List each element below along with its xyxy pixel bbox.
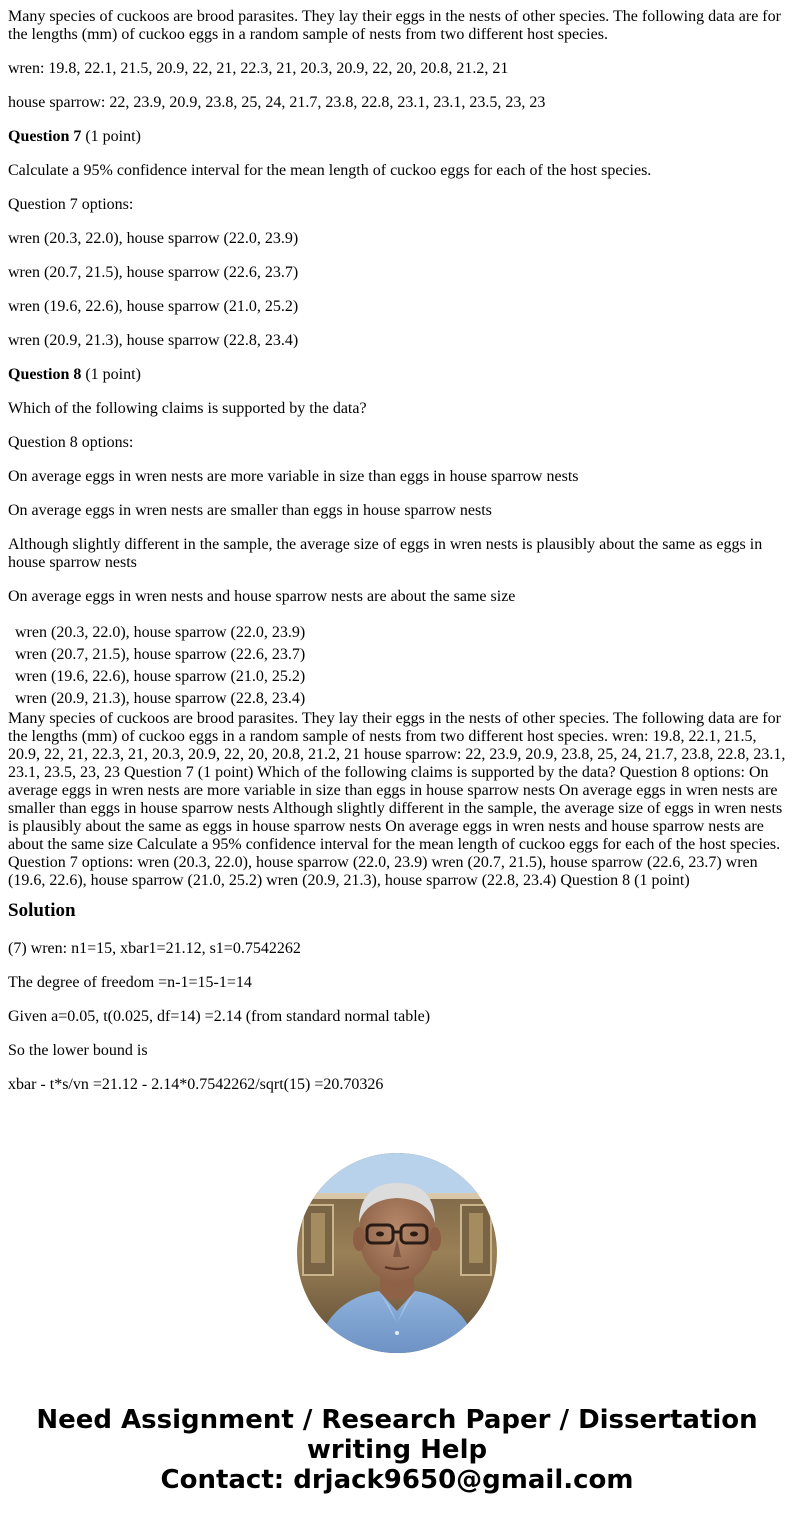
cta-line-1: Need Assignment / Research Paper / Dissertation xyxy=(36,1405,758,1435)
list-item: wren (20.7, 21.5), house sparrow (22.6, 23.7) xyxy=(15,646,306,663)
wren-data: wren: 19.8, 22.1, 21.5, 20.9, 22, 21, 22.3, 21, 20.3, 20.9, 22, 20, 20.8, 21.2, 21 xyxy=(8,60,509,77)
cta-line-3: Contact: drjack9650@gmail.com xyxy=(160,1465,634,1495)
q7-option: wren (20.9, 21.3), house sparrow (22.8, 23.4) xyxy=(8,332,299,349)
contact-banner xyxy=(0,1405,794,1495)
options-list xyxy=(15,622,786,710)
q7-text: Calculate a 95% confidence interval for the mean length of cuckoo eggs for each of the host species. xyxy=(8,162,652,179)
q7-points: (1 point) xyxy=(81,128,141,145)
intro-paragraph: Many species of cuckoos are brood parasites. They lay their eggs in the nests of other species. The following data are for the lengths (mm) of cuckoo eggs in a random sample of nests from two different host species. xyxy=(8,8,781,43)
q7-heading xyxy=(8,128,786,146)
list-item: wren (20.9, 21.3), house sparrow (22.8, 23.4) xyxy=(15,690,306,707)
document-body xyxy=(8,8,786,1110)
avatar xyxy=(297,1153,497,1353)
list-item: wren (20.3, 22.0), house sparrow (22.0, 23.9) xyxy=(15,624,306,641)
solution-line: The degree of freedom =n-1=15-1=14 xyxy=(8,974,252,991)
list-item: wren (19.6, 22.6), house sparrow (21.0, 25.2) xyxy=(15,668,306,685)
q8-option: On average eggs in wren nests are more variable in size than eggs in house sparrow nests xyxy=(8,468,579,485)
summary-paragraph: Many species of cuckoos are brood parasites. They lay their eggs in the nests of other species. The following data are for the lengths (mm) of cuckoo eggs in a random sample of nests from two different host species. wren: 19.8, 22.1, 21.5, 20.9, 22, 21, 22.3, 21, 20.3, 20.9, 22, 20, 20.8, 21.2, 21 house sparrow: 22, 23.9, 20.9, 23.8, 25, 24, 21.7, 23.8, 22.8, 23.1, 23.1, 23.5, 23, 23 Question 7 (1 point) Which of the following claims is supported by the data? Question 8 options: On average eggs in wren nests are more variable in size than eggs in house sparrow nests On average eggs in wren nests are smaller than eggs in house sparrow nests Although slightly different in the sample, the average size of eggs in wren nests is plausibly about the same as eggs in house sparrow nests On average eggs in wren nests and house sparrow nests are about the same size Calculate a 95% confidence interval for the mean length of cuckoo eggs for each of the host species. Question 7 options: wren (20.3, 22.0), house sparrow (22.0, 23.9) wren (20.7, 21.5), house sparrow (22.6, 23.7) wren (19.6, 22.6), house sparrow (21.0, 25.2) wren (20.9, 21.3), house sparrow (22.8, 23.4) Question 8 (1 point) xyxy=(8,710,786,889)
solution-line: xbar - t*s/vn =21.12 - 2.14*0.7542262/sqrt(15) =20.70326 xyxy=(8,1076,384,1093)
q7-option: wren (20.3, 22.0), house sparrow (22.0, 23.9) xyxy=(8,230,299,247)
solution-line: (7) wren: n1=15, xbar1=21.12, s1=0.7542262 xyxy=(8,940,301,957)
q7-title: Question 7 xyxy=(8,128,82,145)
q7-option: wren (20.7, 21.5), house sparrow (22.6, 23.7) xyxy=(8,264,299,281)
solution-line: Given a=0.05, t(0.025, df=14) =2.14 (from standard normal table) xyxy=(8,1008,431,1025)
q8-option: Although slightly different in the sample, the average size of eggs in wren nests is plausibly about the same as eggs in house sparrow nests xyxy=(8,536,763,571)
q8-title: Question 8 xyxy=(8,366,82,383)
avatar-portrait xyxy=(297,1153,497,1353)
q8-points: (1 point) xyxy=(81,366,141,383)
solution-line: So the lower bound is xyxy=(8,1042,148,1059)
q8-option: On average eggs in wren nests are smaller than eggs in house sparrow nests xyxy=(8,502,492,519)
q8-text: Which of the following claims is supported by the data? xyxy=(8,400,367,417)
q7-option: wren (19.6, 22.6), house sparrow (21.0, 25.2) xyxy=(8,298,299,315)
solution-heading: Solution xyxy=(8,900,76,921)
sparrow-data: house sparrow: 22, 23.9, 20.9, 23.8, 25, 24, 21.7, 23.8, 22.8, 23.1, 23.1, 23.5, 23, 23 xyxy=(8,94,546,111)
q7-options-label: Question 7 options: xyxy=(8,196,134,213)
q8-options-label: Question 8 options: xyxy=(8,434,134,451)
cta-line-2: writing Help xyxy=(306,1435,488,1465)
q8-heading xyxy=(8,366,786,384)
q8-option: On average eggs in wren nests and house sparrow nests are about the same size xyxy=(8,588,516,605)
